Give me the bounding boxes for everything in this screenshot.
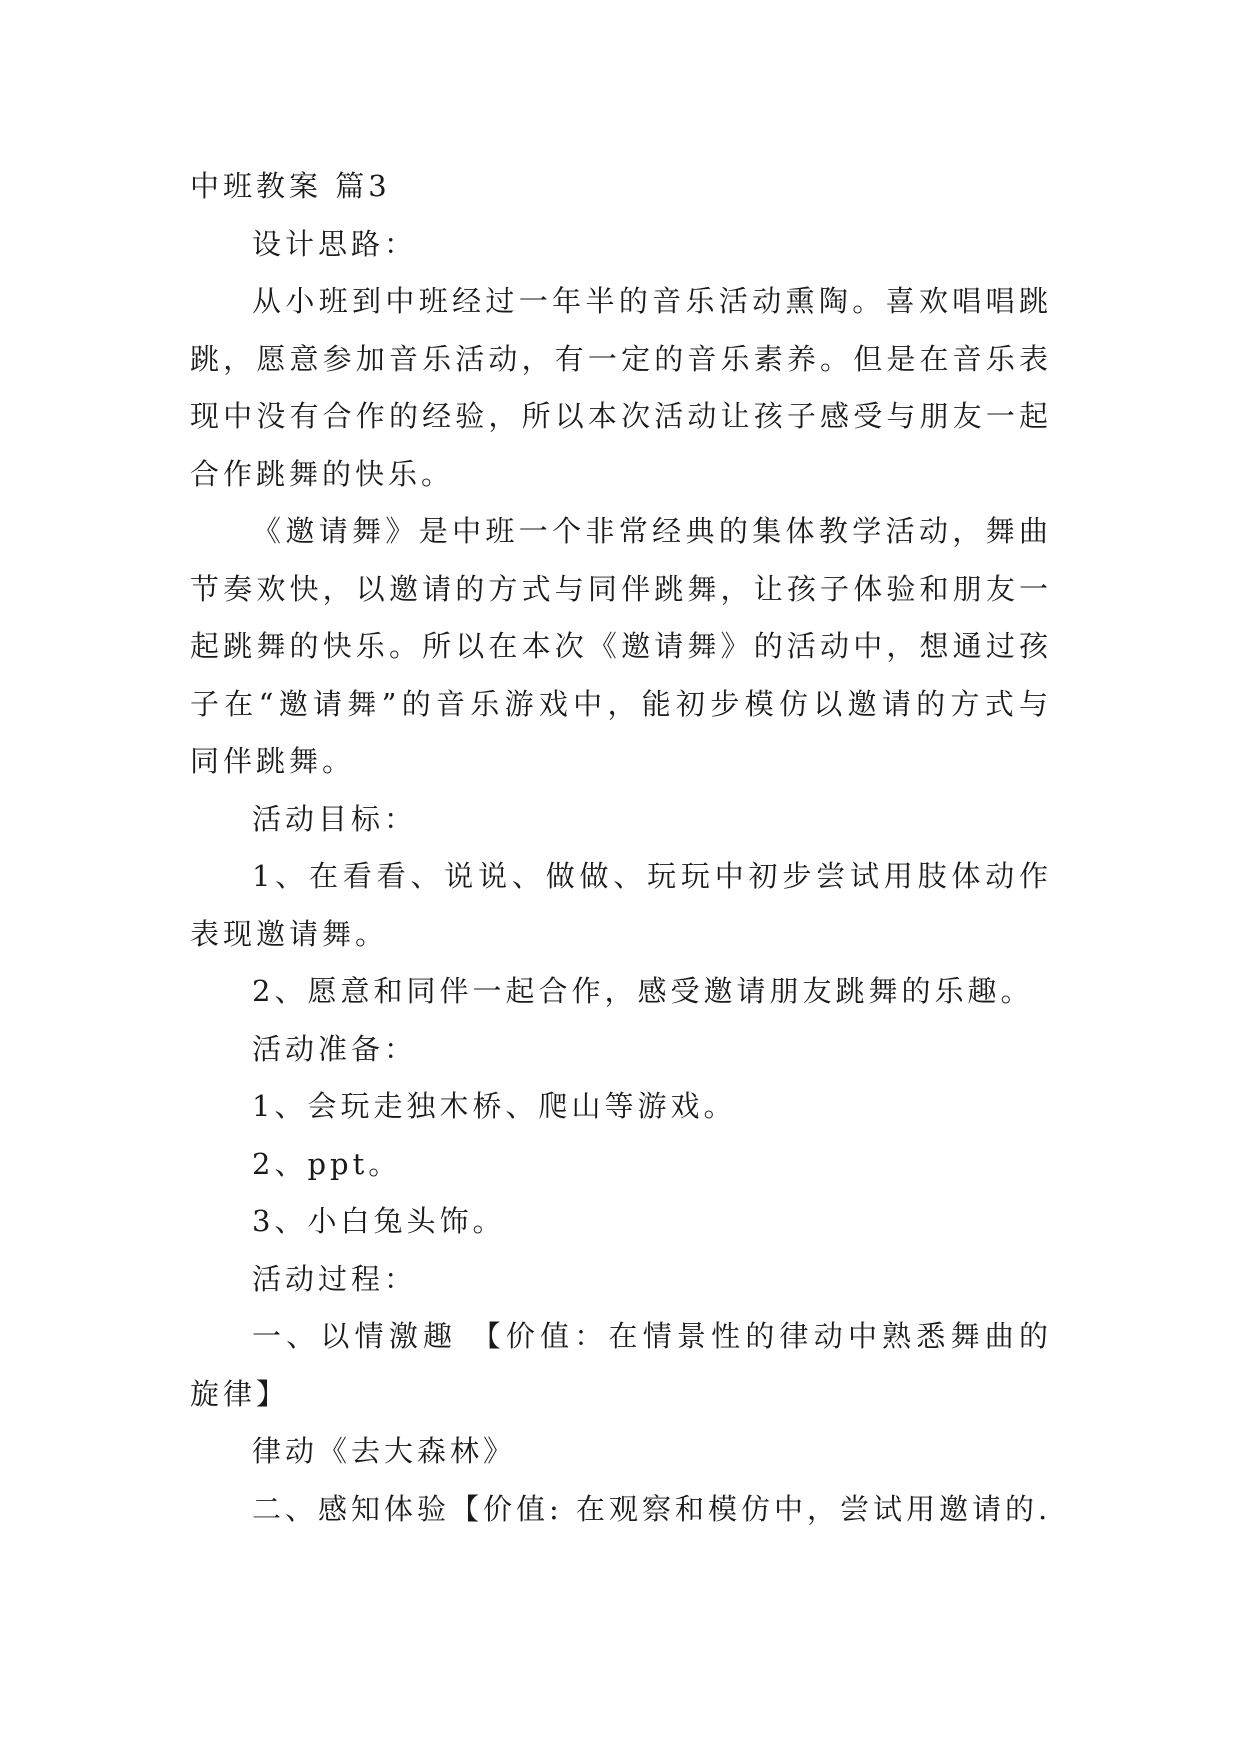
preparation-item-3: 3、小白兔头饰。	[252, 1204, 506, 1238]
process-step-1-detail: 律动《去大森林》	[252, 1434, 517, 1468]
process-step-1: 一、以情激趣 【价值：在情景性的律动中熟悉舞曲的旋律】	[190, 1319, 1052, 1411]
section-heading-activity-process: 活动过程：	[252, 1261, 418, 1296]
document-title: 中班教案 篇3	[190, 169, 391, 203]
paragraph-design-idea-2: 《邀请舞》是中班一个非常经典的集体教学活动，舞曲节奏欢快，以邀请的方式与同伴跳舞，让孩子体验和朋友一起跳舞的快乐。所以在本次《邀请舞》的活动中，想通过孩子在“邀请舞”的音乐游戏中，能初步模仿以邀请的方式与同伴跳舞。	[190, 514, 1052, 778]
section-heading-activity-goals: 活动目标：	[252, 801, 418, 836]
paragraph-design-idea-1: 从小班到中班经过一年半的音乐活动熏陶。喜欢唱唱跳跳，愿意参加音乐活动，有一定的音乐素养。但是在音乐表现中没有合作的经验，所以本次活动让孩子感受与朋友一起合作跳舞的快乐。	[190, 284, 1052, 491]
goal-item-2: 2、愿意和同伴一起合作，感受邀请朋友跳舞的乐趣。	[252, 974, 1034, 1008]
process-step-2: 二、感知体验【价值: 在观察和模仿中，尝试用邀请的.	[252, 1491, 1052, 1526]
preparation-item-1: 1、会玩走独木桥、爬山等游戏。	[252, 1089, 737, 1123]
document-body	[190, 158, 1052, 1538]
section-heading-activity-preparation: 活动准备：	[252, 1031, 418, 1066]
preparation-item-2: 2、ppt。	[252, 1146, 402, 1181]
section-heading-design-idea: 设计思路：	[252, 226, 418, 261]
goal-item-1: 1、在看看、说说、做做、玩玩中初步尝试用肢体动作表现邀请舞。	[190, 859, 1052, 951]
